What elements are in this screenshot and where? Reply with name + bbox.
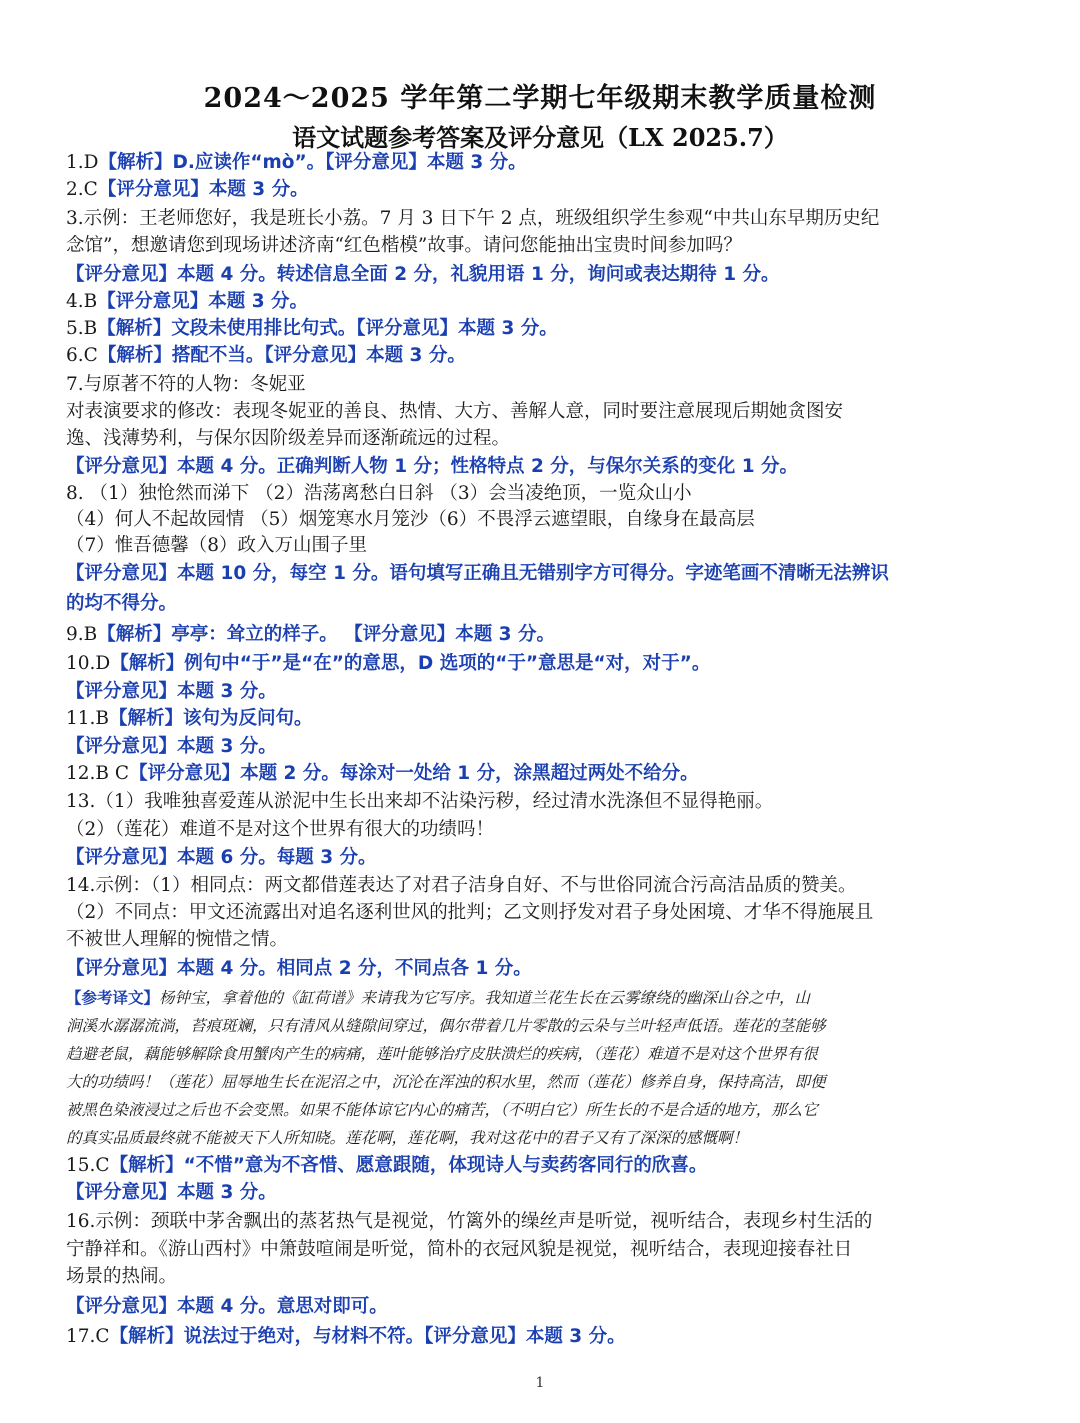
answer-text: 涧溪水潺潺流淌，苔痕斑斓，只有清风从缝隙间穿过，偶尔带着几片零散的云朵与兰叶轻声低语。莲花的茎能够 [66, 1017, 826, 1035]
text-line [66, 343, 1016, 369]
text-line [66, 1237, 1016, 1263]
text-line [66, 1013, 1016, 1039]
text-line [66, 1153, 1016, 1179]
answer-text: 10.D [66, 653, 111, 674]
answer-text: 7.与原著不符的人物：冬妮亚 [66, 374, 306, 395]
text-line [66, 789, 1016, 815]
answer-text: 的真实品质最终就不能被天下人所知晓。莲花啊，莲花啊，我对这花中的君子又有了深深的感慨啊！ [66, 1129, 749, 1147]
answer-text: 12.B C [66, 763, 130, 784]
text-line [66, 233, 1016, 259]
answer-text: 宁静祥和。《游山西村》中箫鼓喧闹是听觉，简朴的衣冠风貌是视觉，视听结合，表现迎接春社日 [66, 1239, 853, 1260]
answer-text: 逸、浅薄势利，与保尔因阶级差异而逐渐疏远的过程。 [66, 428, 511, 449]
text-line [66, 289, 1016, 315]
text-line [66, 927, 1016, 953]
answer-text: 4.B [66, 291, 98, 312]
text-line [66, 817, 1016, 843]
text-line [66, 1125, 1016, 1151]
text-line [66, 206, 1016, 232]
answer-text: 3.示例：王老师您好，我是班长小荔。7 月 3 日下午 2 点，班级组织学生参观“中共山东早期历史纪 [66, 208, 880, 229]
grading-note: 【评分意见】本题 4 分。转述信息全面 2 分，礼貌用语 1 分，询问或表达期待 1 分。 [66, 264, 780, 285]
grading-note: 【评分意见】本题 6 分。每题 3 分。 [66, 847, 377, 868]
text-line [66, 761, 1016, 787]
page-subtitle: 语文试题参考答案及评分意见（LX 2025.7） [292, 123, 788, 152]
text-line [66, 399, 1016, 425]
text-line [66, 316, 1016, 342]
answer-text: 13.（1）我唯独喜爱莲从淤泥中生长出来却不沾染污秽，经过清水洗涤但不显得艳丽。 [66, 791, 774, 812]
text-line [66, 873, 1016, 899]
text-line [66, 734, 1016, 760]
grading-note: 【评分意见】本题 3 分。 [66, 681, 277, 702]
grading-note: 【评分意见】本题 2 分。每涂对一处给 1 分，涂黑超过两处不给分。 [129, 763, 699, 784]
answer-text: 6.C [66, 345, 98, 366]
answer-text: 1.D [66, 152, 99, 173]
grading-note: 【参考译文】 [66, 989, 160, 1007]
answer-text: 14.示例：（1）相同点：两文都借莲表达了对君子洁身自好、不与世俗同流合污高洁品质的赞美。 [66, 875, 857, 896]
text-line [66, 561, 1016, 587]
grading-note: 【解析】该句为反问句。 [109, 708, 313, 729]
text-line [66, 372, 1016, 398]
answer-text: 杨钟宝，拿着他的《缸荷谱》来请我为它写序。我知道兰花生长在云雾缭绕的幽深山谷之中，山 [159, 989, 811, 1007]
answer-text: 8. （1）独怆然而涕下 （2）浩荡离愁白日斜 （3）会当凌绝顶，一览众山小 [66, 483, 692, 504]
text-line [66, 1324, 1016, 1350]
text-line [66, 985, 1016, 1011]
answer-text: 17.C [66, 1326, 110, 1347]
answer-text: （2）不同点：甲文还流露出对追名逐利世风的批判；乙文则抒发对君子身处困境、才华不得施展且 [66, 902, 874, 923]
text-line [66, 622, 1016, 648]
text-line [66, 706, 1016, 732]
grading-note: 【评分意见】本题 3 分。 [66, 736, 277, 757]
text-line [66, 1041, 1016, 1067]
text-line [66, 481, 1016, 507]
grading-note: 【解析】“不惜”意为不吝惜、愿意跟随，体现诗人与卖药客同行的欣喜。 [109, 1155, 708, 1176]
text-line [66, 1264, 1016, 1290]
text-line [66, 507, 1016, 533]
answer-text: （7）惟吾德馨（8）政入万山围子里 [66, 535, 368, 556]
text-line [66, 1097, 1016, 1123]
text-line [66, 1209, 1016, 1235]
answer-text: 不被世人理解的惋惜之情。 [66, 929, 289, 950]
grading-note: 的均不得分。 [66, 593, 178, 614]
grading-note: 【解析】亭亭：耸立的样子。 【评分意见】本题 3 分。 [97, 624, 555, 645]
text-line [66, 651, 1016, 677]
answer-text: 被黑色染液浸过之后也不会变黑。如果不能体谅它内心的痛苦，（不明白它）所生长的不是合适的地方，那么它 [66, 1101, 818, 1119]
answer-text: （2）（莲花）难道不是对这个世界有很大的功绩吗！ [66, 819, 495, 840]
grading-note: 【评分意见】本题 4 分。相同点 2 分，不同点各 1 分。 [66, 958, 532, 979]
text-line [66, 150, 1016, 176]
text-line [66, 679, 1016, 705]
grading-note: 【评分意见】本题 3 分。 [66, 1182, 277, 1203]
answer-text: 念馆”，想邀请您到现场讲述济南“红色楷模”故事。请问您能抽出宝贵时间参加吗？ [66, 235, 742, 256]
answer-text: 大的功绩吗！（莲花）屈辱地生长在泥沼之中，沉沦在浑浊的积水里，然而（莲花）修养自身，保持高洁，即便 [66, 1073, 826, 1091]
grading-note: 【评分意见】本题 4 分。正确判断人物 1 分；性格特点 2 分，与保尔关系的变化 1 分。 [66, 456, 799, 477]
text-line [66, 900, 1016, 926]
answer-text: 趋避老鼠，藕能够解除食用蟹肉产生的病痛，莲叶能够治疗皮肤溃烂的疾病，（莲花）难道不是对这个世界有很 [66, 1045, 818, 1063]
text-line [66, 1180, 1016, 1206]
answer-text: 对表演要求的修改：表现冬妮亚的善良、热情、大方、善解人意，同时要注意展现后期她贪图安 [66, 401, 844, 422]
text-line [66, 1069, 1016, 1095]
answer-text: （4）何人不起故园情 （5）烟笼寒水月笼沙（6）不畏浮云遮望眼，自缘身在最高层 [66, 509, 755, 530]
answer-text: 9.B [66, 624, 98, 645]
answer-text: 16.示例：颈联中茅舍飘出的蒸茗热气是视觉，竹篱外的缲丝声是听觉，视听结合，表现乡村生活的 [66, 1211, 873, 1232]
answer-text: 15.C [66, 1155, 110, 1176]
grading-note: 【评分意见】本题 3 分。 [97, 179, 309, 200]
grading-note: 【评分意见】本题 4 分。意思对即可。 [66, 1296, 388, 1317]
text-line [66, 845, 1016, 871]
answer-text: 场景的热闹。 [66, 1266, 178, 1287]
text-line [66, 454, 1016, 480]
text-line [66, 591, 1016, 617]
grading-note: 【评分意见】本题 10 分，每空 1 分。语句填写正确且无错别字方可得分。字迹笔画不清晰无法辨识 [66, 563, 889, 584]
grading-note: 【解析】搭配不当。【评分意见】本题 3 分。 [97, 345, 466, 366]
answer-text: 11.B [66, 708, 110, 729]
answer-text: 2.C [66, 179, 98, 200]
text-line [66, 177, 1016, 203]
grading-note: 【解析】文段未使用排比句式。【评分意见】本题 3 分。 [97, 318, 558, 339]
grading-note: 【解析】说法过于绝对，与材料不符。【评分意见】本题 3 分。 [109, 1326, 626, 1347]
text-line [66, 426, 1016, 452]
answer-text: 5.B [66, 318, 98, 339]
text-line [66, 1294, 1016, 1320]
grading-note: 【解析】例句中“于”是“在”的意思，D 选项的“于”意思是“对，对于”。 [110, 653, 711, 674]
text-line [66, 262, 1016, 288]
page-number: 1 [535, 1375, 545, 1391]
text-line [66, 533, 1016, 559]
grading-note: 【解析】D.应读作“mò”。【评分意见】本题 3 分。 [98, 152, 527, 173]
text-line [66, 956, 1016, 982]
grading-note: 【评分意见】本题 3 分。 [97, 291, 309, 312]
page-title: 2024～2025 学年第二学期七年级期末教学质量检测 [203, 83, 877, 114]
